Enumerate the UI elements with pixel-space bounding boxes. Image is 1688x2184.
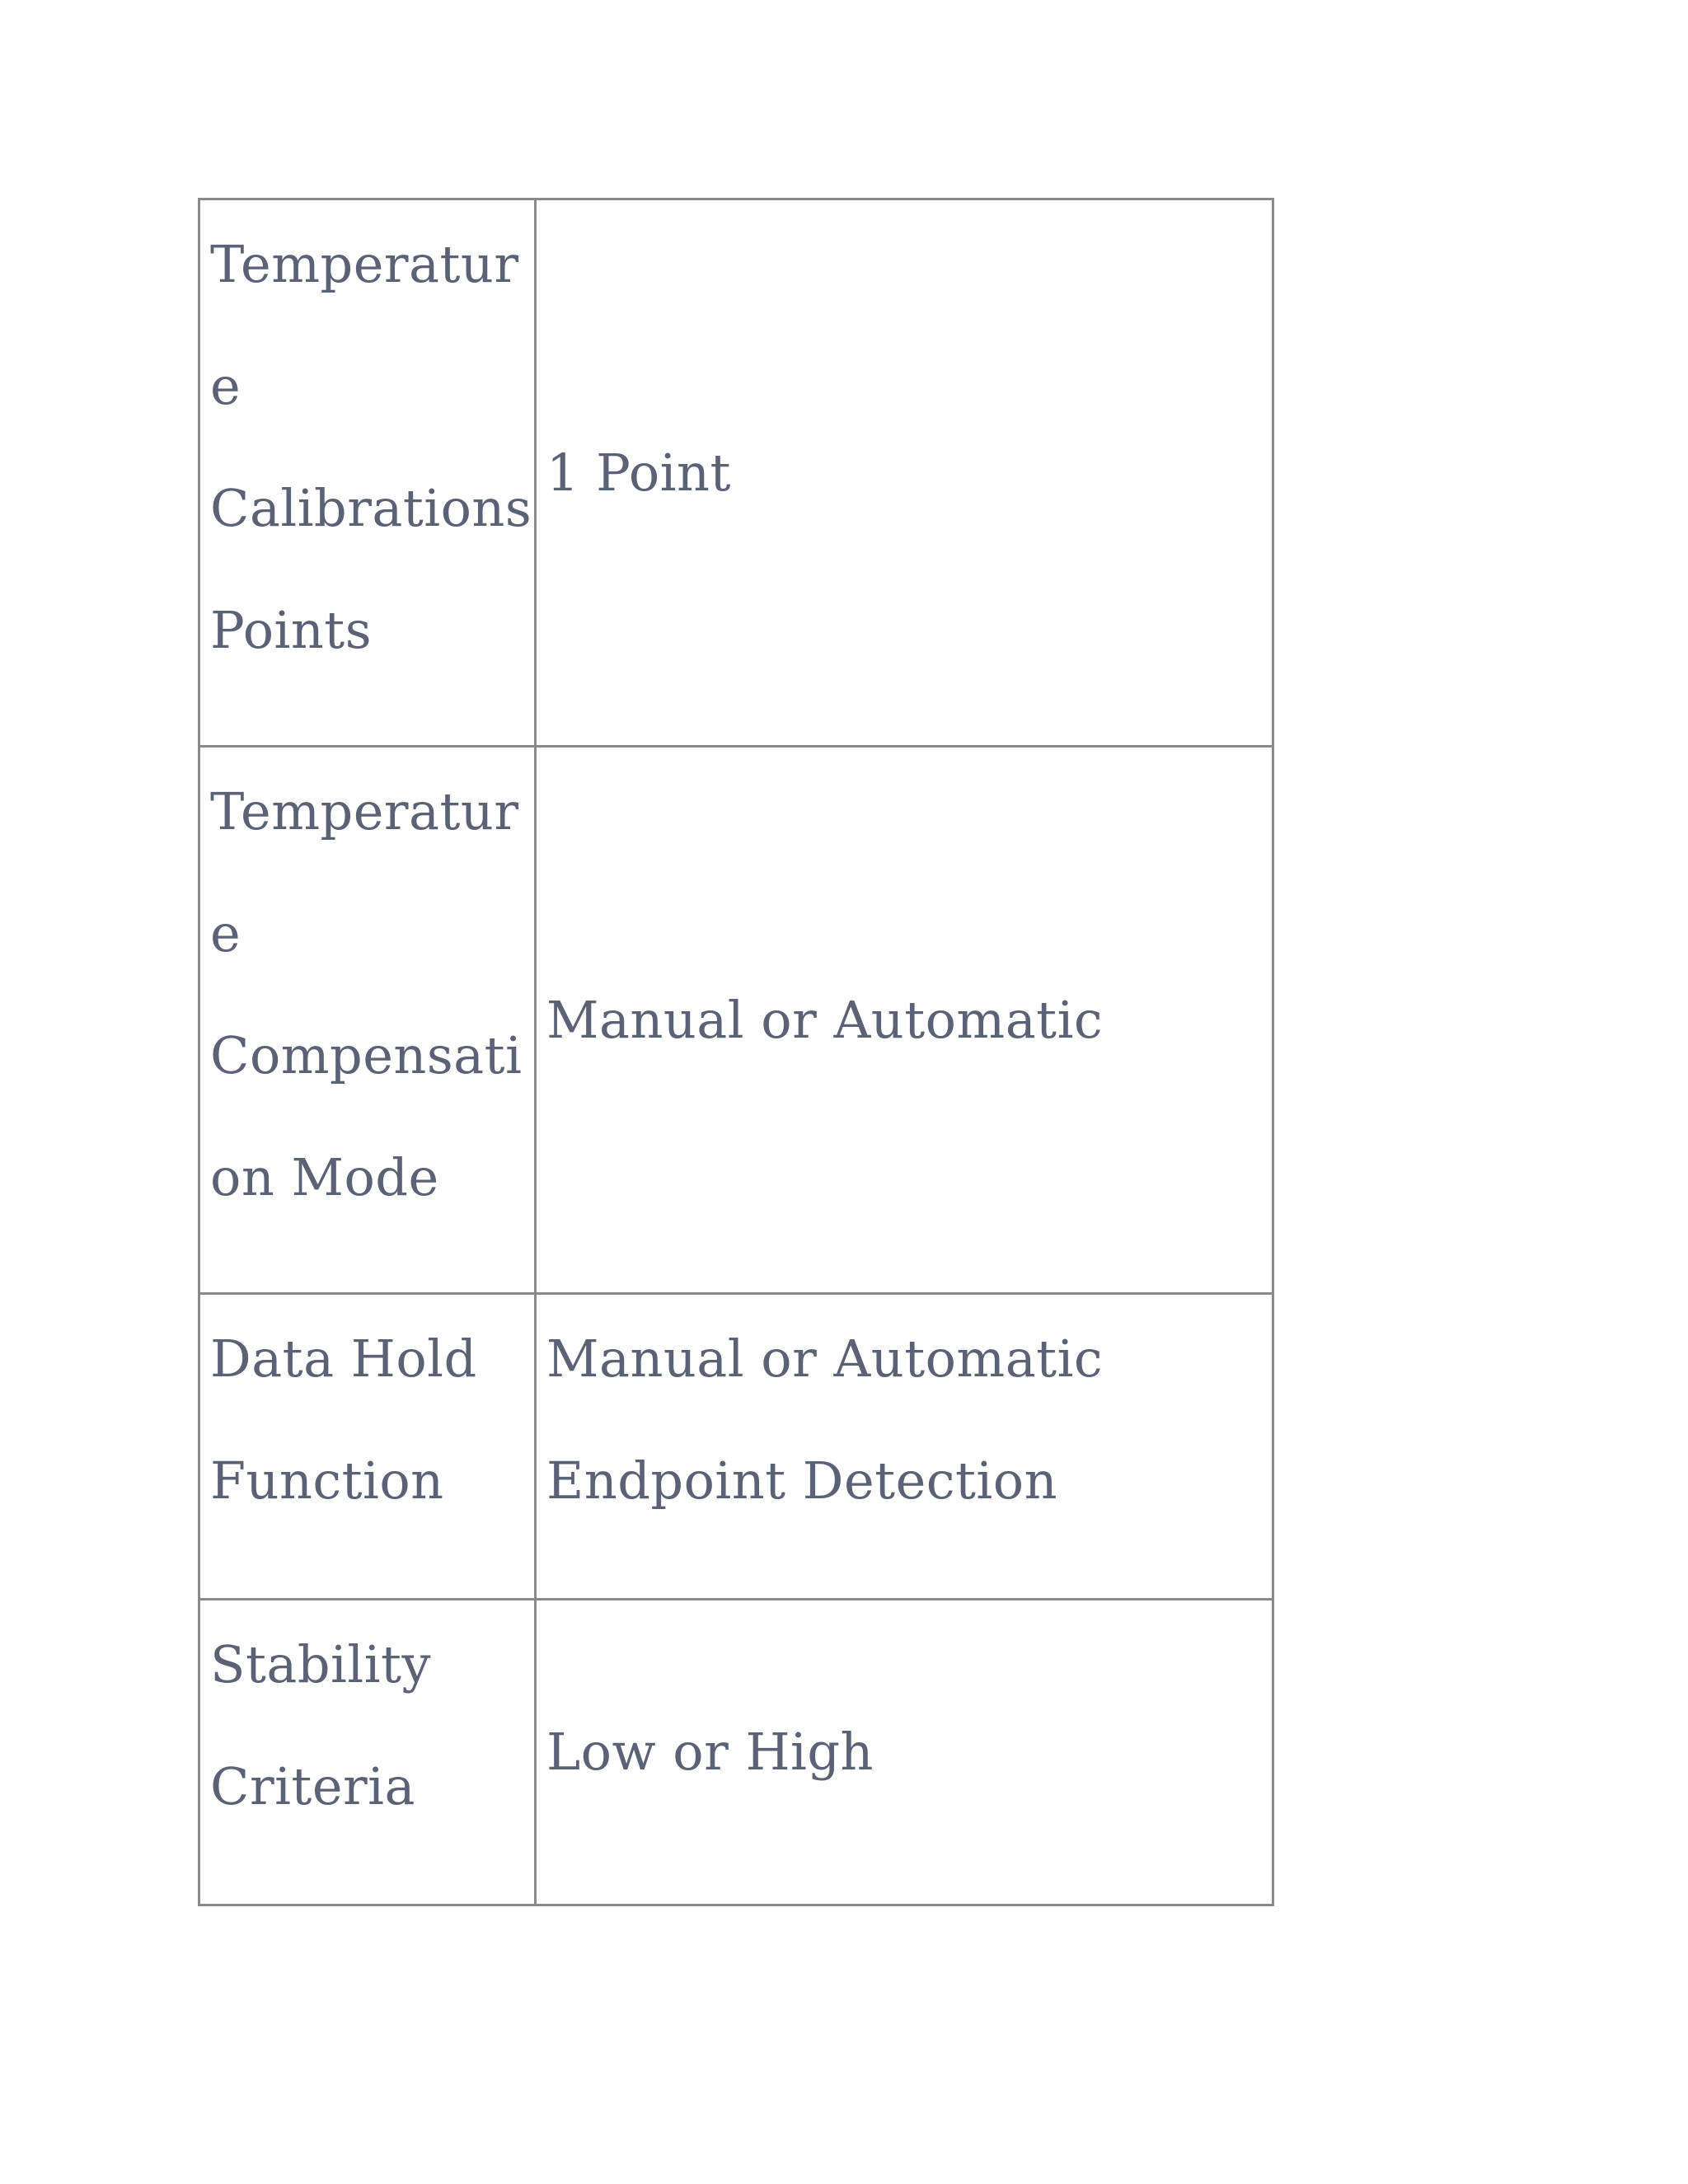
- row-value: Manual or Automatic: [536, 747, 1273, 1294]
- row-label: Data Hold Function: [199, 1294, 536, 1600]
- row-label: Temperatur e Calibrations Points: [199, 199, 536, 747]
- table-row: [199, 1294, 1273, 1600]
- row-label: Stability Criteria: [199, 1600, 536, 1905]
- row-value: Low or High: [536, 1600, 1273, 1905]
- table-row: [199, 1600, 1273, 1905]
- table-row: [199, 747, 1273, 1294]
- spec-table: [198, 198, 1274, 1906]
- table-row: [199, 199, 1273, 747]
- row-value: 1 Point: [536, 199, 1273, 747]
- row-label: Temperatur e Compensati on Mode: [199, 747, 536, 1294]
- row-value: Manual or Automatic Endpoint Detection: [536, 1294, 1273, 1600]
